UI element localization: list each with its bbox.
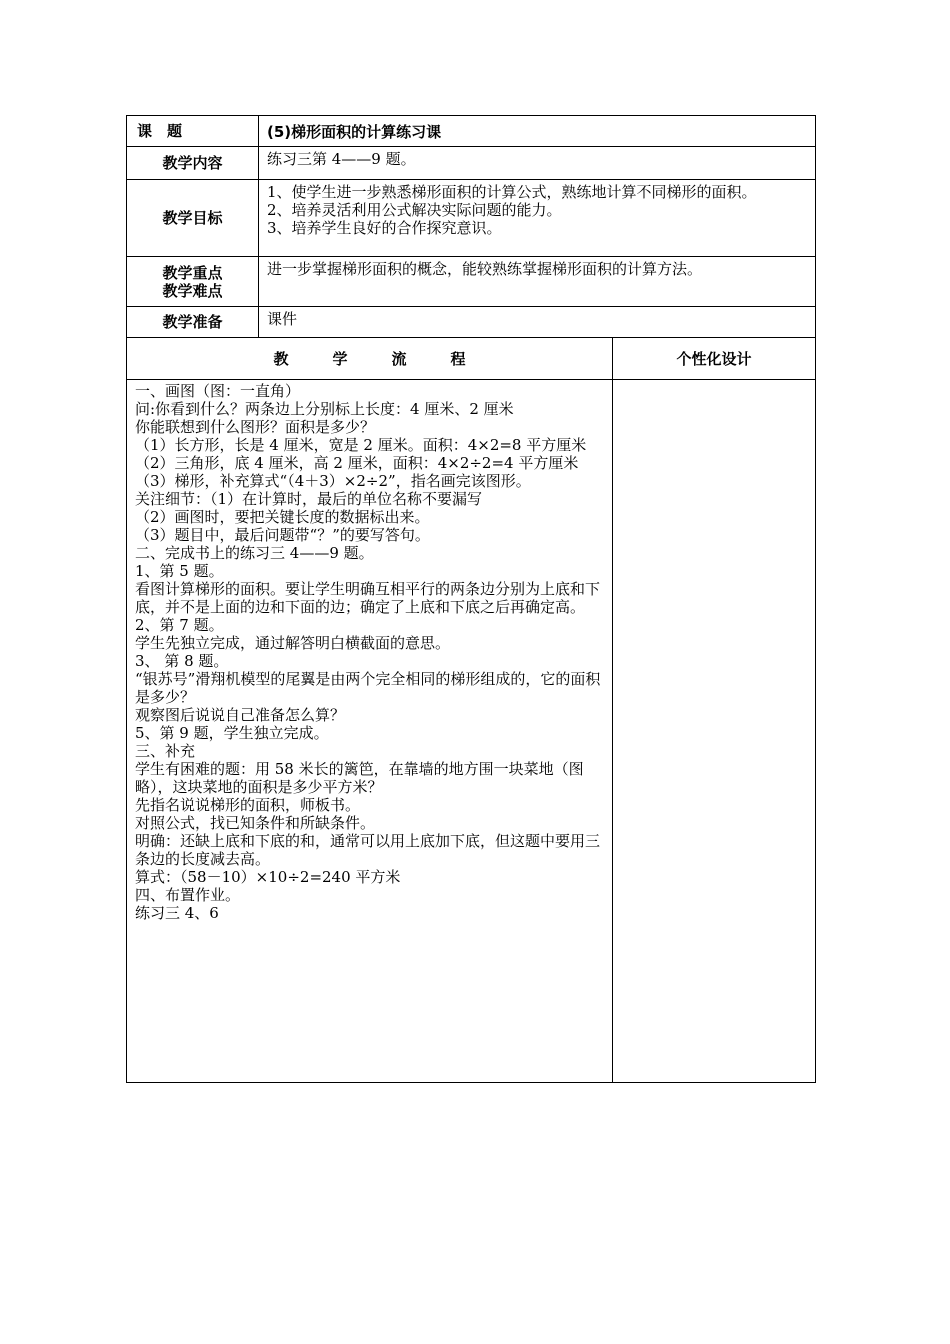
key-point-label: 教学重点 bbox=[162, 263, 223, 282]
flow-line: （1）长方形，长是 4 厘米，宽是 2 厘米。面积：4×2=8 平方厘米 bbox=[135, 436, 587, 454]
preparation-value: 课件 bbox=[259, 307, 816, 338]
flow-line: 二、完成书上的练习三 4——9 题。 bbox=[135, 544, 374, 562]
flow-line: 问:你看到什么？两条边上分别标上长度：4 厘米、2 厘米 bbox=[135, 400, 514, 418]
goal-line-2: 2、培养灵活利用公式解决实际问题的能力。 bbox=[267, 201, 562, 219]
content-label: 教学内容 bbox=[127, 147, 259, 180]
flow-body-row bbox=[127, 380, 816, 1083]
flow-header: 教学流程 bbox=[127, 338, 613, 380]
flow-line: 对照公式，找已知条件和所缺条件。 bbox=[135, 814, 376, 832]
flow-line: 学生先独立完成，通过解答明白横截面的意思。 bbox=[135, 634, 451, 652]
topic-row bbox=[127, 116, 816, 147]
flow-lines bbox=[135, 382, 606, 922]
flow-line: “银苏号”滑翔机模型的尾翼是由两个完全相同的梯形组成的，它的面积是多少？ bbox=[135, 670, 601, 706]
content-value: 练习三第 4——9 题。 bbox=[259, 147, 816, 180]
goal-line-1: 1、使学生进一步熟悉梯形面积的计算公式，熟练地计算不同梯形的面积。 bbox=[267, 183, 757, 201]
flow-header-row bbox=[127, 338, 816, 380]
goal-line-3: 3、培养学生良好的合作探究意识。 bbox=[267, 219, 502, 237]
teaching-flow bbox=[127, 380, 613, 1083]
lesson-plan-table bbox=[126, 115, 816, 1083]
flow-line: 算式：（58－10）×10÷2=240 平方米 bbox=[135, 868, 401, 886]
topic-label: 课 题 bbox=[127, 116, 259, 147]
flow-line: 你能联想到什么图形？面积是多少？ bbox=[135, 418, 376, 436]
flow-line: 四、布置作业。 bbox=[135, 886, 241, 904]
goals-row bbox=[127, 180, 816, 257]
flow-line: 先指名说说梯形的面积，师板书。 bbox=[135, 796, 361, 814]
flow-line: 明确：还缺上底和下底的和，通常可以用上底加下底，但这题中要用三条边的长度减去高。 bbox=[135, 832, 601, 868]
flow-line: （3）梯形，补充算式“（4＋3）×2÷2”，指名画完该图形。 bbox=[135, 472, 531, 490]
flow-line: 看图计算梯形的面积。要让学生明确互相平行的两条边分别为上底和下底，并不是上面的边和下面的边；确定了上底和下底之后再确定高。 bbox=[135, 580, 601, 616]
flow-line: 1、第 5 题。 bbox=[135, 562, 224, 580]
flow-line: 关注细节：（1）在计算时，最后的单位名称不要漏写 bbox=[135, 490, 483, 508]
personalized-design-cell bbox=[613, 380, 816, 1083]
difficulty-label: 教学难点 bbox=[162, 281, 223, 300]
preparation-label: 教学准备 bbox=[127, 307, 259, 338]
flow-line: （2）画图时，要把关键长度的数据标出来。 bbox=[135, 508, 430, 526]
flow-line: （2）三角形，底 4 厘米，高 2 厘米，面积：4×2÷2=4 平方厘米 bbox=[135, 454, 579, 472]
design-header: 个性化设计 bbox=[613, 338, 816, 380]
flow-line: 练习三 4、6 bbox=[135, 904, 219, 922]
key-points-label bbox=[127, 257, 259, 307]
key-points-value: 进一步掌握梯形面积的概念，能较熟练掌握梯形面积的计算方法。 bbox=[259, 257, 816, 307]
flow-line: 3、 第 8 题。 bbox=[135, 652, 229, 670]
flow-line: 2、第 7 题。 bbox=[135, 616, 224, 634]
goals-label: 教学目标 bbox=[127, 180, 259, 257]
flow-line: （3）题目中，最后问题带“？”的要写答句。 bbox=[135, 526, 430, 544]
flow-line: 学生有困难的题：用 58 米长的篱笆，在靠墙的地方围一块菜地（图略），这块菜地的面积是多少平方米？ bbox=[135, 760, 584, 796]
flow-line: 三、补充 bbox=[135, 742, 196, 760]
key-points-row bbox=[127, 257, 816, 307]
topic-value: (5)梯形面积的计算练习课 bbox=[259, 116, 816, 147]
flow-line: 一、画图（图：一直角） bbox=[135, 382, 301, 400]
preparation-row bbox=[127, 307, 816, 338]
content-row bbox=[127, 147, 816, 180]
goals-value bbox=[259, 180, 816, 257]
flow-line: 观察图后说说自己准备怎么算？ bbox=[135, 706, 346, 724]
flow-line: 5、第 9 题，学生独立完成。 bbox=[135, 724, 329, 742]
